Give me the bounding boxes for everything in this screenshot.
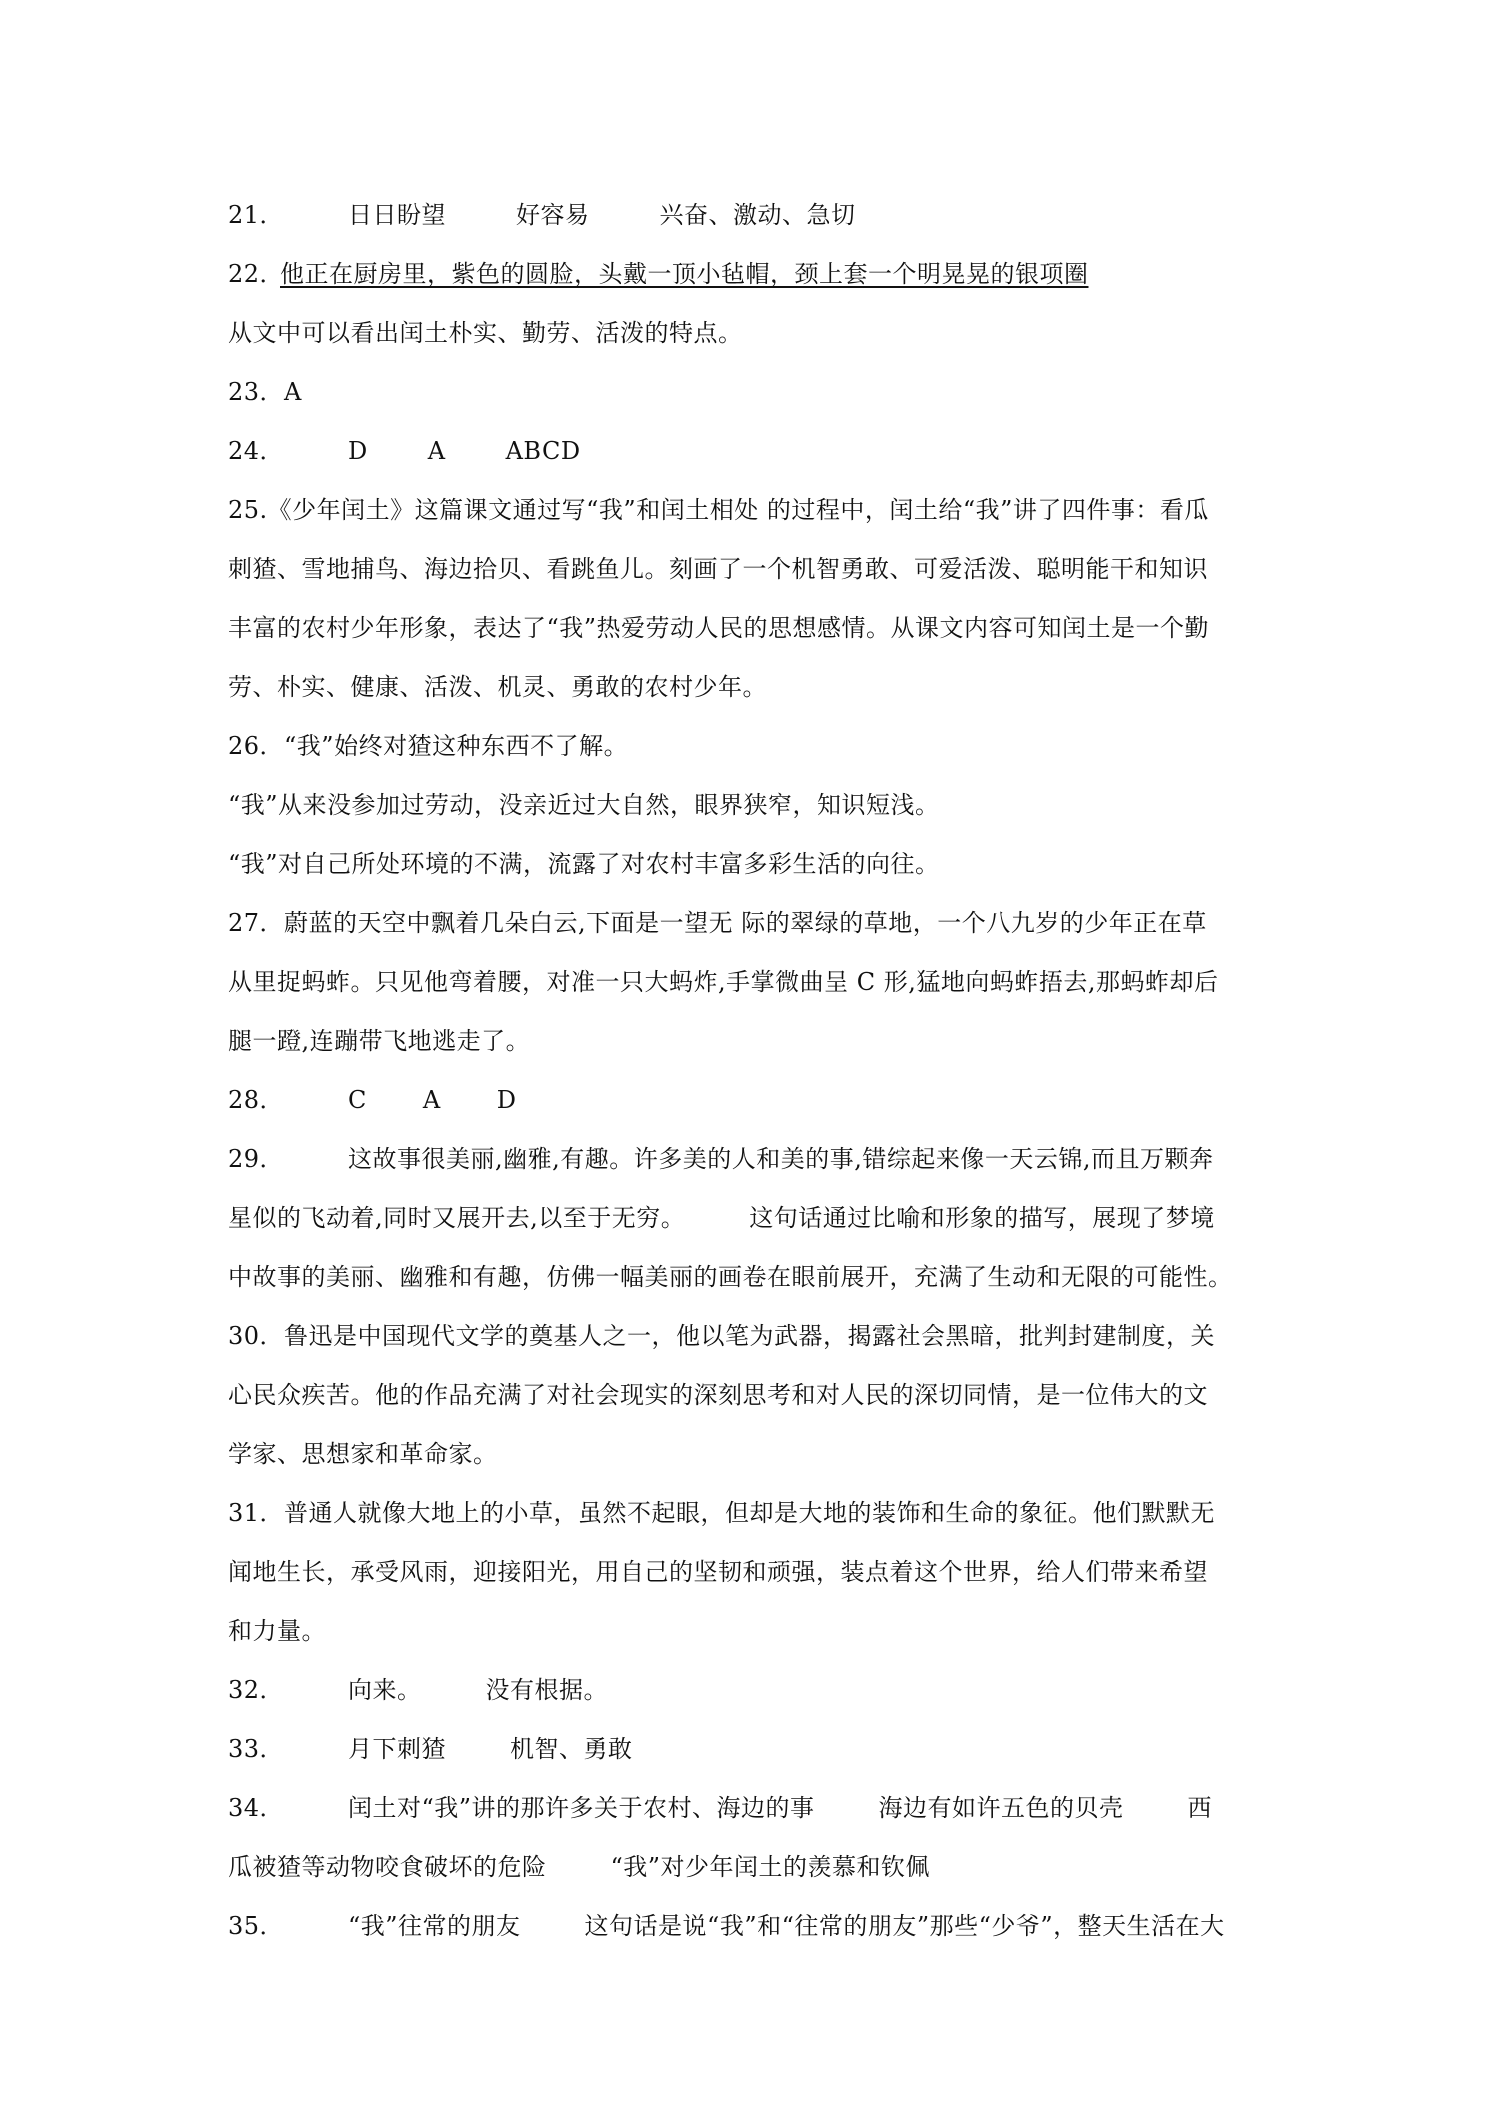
answer-list — [228, 186, 1268, 1956]
answer-part: 海边有如许五色的贝壳 — [878, 1794, 1124, 1822]
answer-34-line1 — [228, 1779, 1268, 1838]
answer-part: 西 — [1187, 1794, 1213, 1822]
answer-number: 34． — [228, 1794, 285, 1822]
answer-24 — [228, 422, 1268, 481]
answer-28 — [228, 1071, 1268, 1130]
answer-30-line2: 心民众疾苦。他的作品充满了对社会现实的深刻思考和对人民的深切同情，是一位伟大的文 — [228, 1381, 1208, 1409]
answer-part: A — [427, 437, 446, 465]
answer-21 — [228, 186, 1268, 245]
answer-part: 机智、勇敢 — [510, 1735, 633, 1763]
answer-part: “我”对少年闰土的羡慕和钦佩 — [610, 1853, 931, 1881]
answer-26-line2: “我”从来没参加过劳动，没亲近过大自然，眼界狭窄，知识短浅。 — [228, 791, 940, 819]
answer-part: A — [422, 1086, 441, 1114]
answer-number: 33． — [228, 1735, 285, 1763]
answer-part: D — [348, 437, 368, 465]
answer-29-line2 — [228, 1189, 1268, 1248]
answer-number: 28． — [228, 1086, 285, 1114]
answer-34-line2 — [228, 1838, 1268, 1897]
answer-23: 23．A — [228, 378, 302, 406]
answer-22 — [228, 245, 1268, 304]
answer-26-line3: “我”对自己所处环境的不满，流露了对农村丰富多彩生活的向往。 — [228, 850, 940, 878]
answer-33 — [228, 1720, 1268, 1779]
answer-text: 这故事很美丽,幽雅,有趣。许多美的人和美的事,错综起来像一天云锦,而且万颗奔 — [348, 1145, 1214, 1173]
answer-part: 日日盼望 — [348, 201, 446, 229]
answer-part: 这句话是说“我”和“往常的朋友”那些“少爷”，整天生活在大 — [584, 1912, 1225, 1940]
answer-number: 22． — [228, 260, 285, 288]
answer-27-line3: 腿一蹬,连蹦带飞地逃走了。 — [228, 1027, 531, 1055]
underlined-quote: 他正在厨房里，紫色的圆脸，头戴一顶小毡帽，颈上套一个明晃晃的银项圈 — [280, 260, 1089, 288]
answer-part: 没有根据。 — [485, 1676, 608, 1704]
answer-part: 好容易 — [516, 201, 590, 229]
answer-number: 21． — [228, 201, 285, 229]
answer-part: 兴奋、激动、急切 — [659, 201, 856, 229]
answer-26-line1: 26．“我”始终对猹这种东西不了解。 — [228, 732, 629, 760]
answer-29-line1 — [228, 1130, 1268, 1189]
answer-30-line3: 学家、思想家和革命家。 — [228, 1440, 498, 1468]
answer-text: 星似的飞动着,同时又展开去,以至于无穷。 — [228, 1204, 686, 1232]
answer-30-line1: 30．鲁迅是中国现代文学的奠基人之一，他以笔为武器，揭露社会黑暗，批判封建制度，关 — [228, 1322, 1216, 1350]
answer-number: 35． — [228, 1912, 285, 1940]
answer-part: “我”往常的朋友 — [348, 1912, 521, 1940]
answer-35 — [228, 1897, 1268, 1956]
answer-29-line3: 中故事的美丽、幽雅和有趣，仿佛一幅美丽的画卷在眼前展开，充满了生动和无限的可能性。 — [228, 1263, 1233, 1291]
answer-22-line2: 从文中可以看出闰土朴实、勤劳、活泼的特点。 — [228, 319, 743, 347]
answer-number: 29． — [228, 1145, 285, 1173]
answer-25-line4: 劳、朴实、健康、活泼、机灵、勇敢的农村少年。 — [228, 673, 767, 701]
answer-27-line1: 27．蔚蓝的天空中飘着几朵白云,下面是一望无 际的翠绿的草地，一个八九岁的少年正在草 — [228, 909, 1207, 937]
answer-part: 闰土对“我”讲的那许多关于农村、海边的事 — [348, 1794, 815, 1822]
answer-number: 32． — [228, 1676, 285, 1704]
answer-31-line3: 和力量。 — [228, 1617, 326, 1645]
answer-part: ABCD — [505, 437, 581, 465]
answer-text: 这句话通过比喻和形象的描写，展现了梦境 — [749, 1204, 1215, 1232]
answer-part: 瓜被猹等动物咬食破坏的危险 — [228, 1853, 547, 1881]
answer-25-line3: 丰富的农村少年形象，表达了“我”热爱劳动人民的思想感情。从课文内容可知闰土是一个勤 — [228, 614, 1210, 642]
answer-part: 向来。 — [348, 1676, 422, 1704]
answer-part: D — [496, 1086, 517, 1114]
answer-27-line2: 从里捉蚂蚱。只见他弯着腰，对准一只大蚂炸,手掌微曲呈 C 形,猛地向蚂蚱捂去,那蚂蚱却后 — [228, 968, 1219, 996]
answer-part: 月下刺猹 — [348, 1735, 446, 1763]
answer-25-line2: 刺猹、雪地捕鸟、海边拾贝、看跳鱼儿。刻画了一个机智勇敢、可爱活泼、聪明能干和知识 — [228, 555, 1208, 583]
answer-31-line1: 31．普通人就像大地上的小草，虽然不起眼，但却是大地的装饰和生命的象征。他们默默无 — [228, 1499, 1216, 1527]
answer-number: 24． — [228, 437, 285, 465]
answer-32 — [228, 1661, 1268, 1720]
answer-25-line1: 25.《少年闰土》这篇课文通过写“我”和闰土相处 的过程中，闰土给“我”讲了四件事：看瓜 — [228, 496, 1209, 524]
answer-part: C — [348, 1086, 367, 1114]
answer-31-line2: 闻地生长，承受风雨，迎接阳光，用自己的坚韧和顽强，装点着这个世界，给人们带来希望 — [228, 1558, 1208, 1586]
